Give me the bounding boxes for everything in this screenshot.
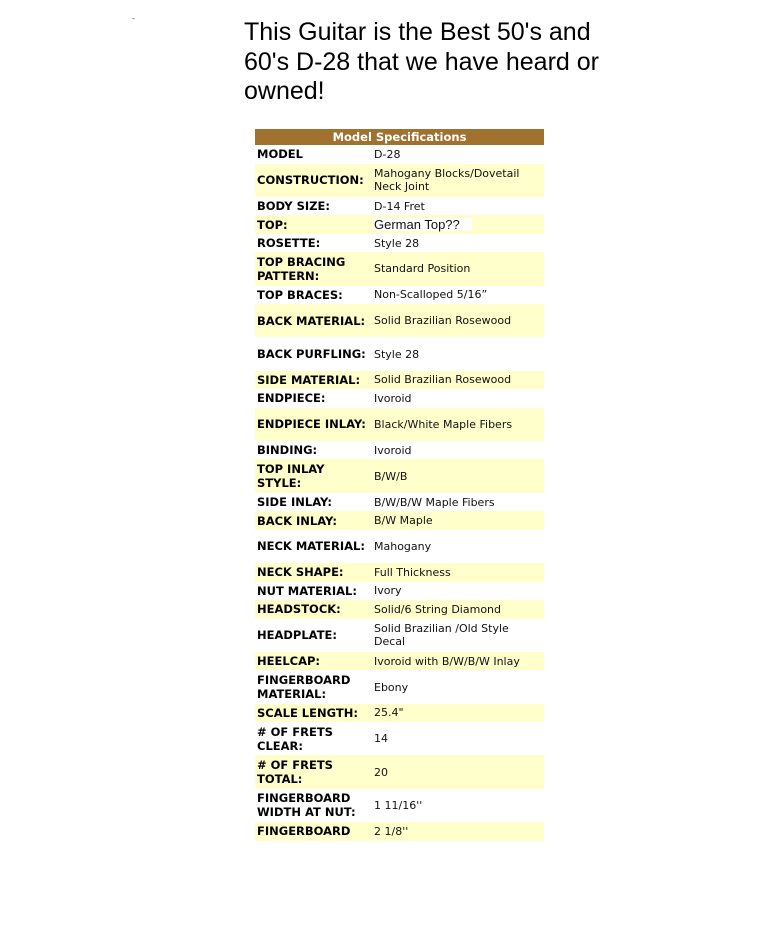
spec-row-frets-clear [255, 722, 544, 755]
spec-row-scale-length [255, 704, 544, 723]
spec-row-side-material [255, 371, 544, 390]
spec-label: HEADPLATE: [257, 628, 337, 643]
spec-value: 14 [374, 732, 388, 746]
spec-label: # OF FRETS TOTAL: [255, 755, 372, 788]
spec-value: D-28 [374, 147, 401, 161]
spec-row-endpiece-inlay [255, 408, 544, 441]
spec-label: TOP: [255, 215, 372, 234]
spec-value: Solid Brazilian Rosewood [372, 304, 544, 337]
spec-label: HEADSTOCK: [255, 600, 372, 619]
spec-label: TOP BRACES: [257, 287, 343, 302]
spec-value: Ivory [374, 584, 402, 598]
spec-label: NECK MATERIAL: [257, 539, 365, 554]
spec-row-rosette [255, 234, 544, 253]
spec-label: BACK INLAY: [255, 511, 372, 530]
spec-row-top-bracing-pattern [255, 252, 544, 285]
spec-label: BODY SIZE: [257, 199, 330, 214]
spec-row-nut-material [255, 582, 544, 601]
spec-row-model [255, 145, 544, 164]
spec-label: TOP BRACING PATTERN: [255, 252, 372, 285]
spec-label: SIDE INLAY: [257, 495, 332, 510]
spec-value [372, 215, 544, 234]
spec-value: Full Thickness [372, 563, 544, 582]
spec-label: TOP INLAY STYLE: [255, 459, 372, 492]
spec-value: Standard Position [372, 252, 544, 285]
spec-row-back-purfling [255, 337, 544, 370]
spec-label: # OF FRETS CLEAR: [257, 724, 333, 753]
spec-value: Mahogany Blocks/Dovetail Neck Joint [372, 164, 544, 197]
spec-value: Solid Brazilian /Old Style Decal [374, 622, 509, 649]
spec-label: FINGERBOARD MATERIAL: [257, 673, 351, 702]
spec-label: CONSTRUCTION: [255, 164, 372, 197]
spec-row-construction [255, 164, 544, 197]
spec-value: Black/White Maple Fibers [372, 408, 544, 441]
spec-row-endpiece [255, 389, 544, 408]
spec-label: ENDPIECE: [257, 391, 326, 406]
spec-label: FINGERBOARD WIDTH AT NUT: [257, 791, 356, 820]
spec-value: B/W Maple [372, 511, 544, 530]
spec-value: B/W/B/W Maple Fibers [374, 495, 495, 509]
spec-value: Mahogany [374, 539, 432, 553]
spec-row-body-size [255, 197, 544, 216]
spec-row-binding [255, 441, 544, 460]
spec-row-side-inlay [255, 493, 544, 512]
spec-row-fingerboard-material [255, 670, 544, 703]
table-title: Model Specifications [255, 129, 544, 145]
spec-value: D-14 Fret [374, 199, 425, 213]
spec-value: Solid Brazilian Rosewood [372, 371, 544, 390]
spec-row-neck-material [255, 530, 544, 563]
spec-row-heelcap [255, 652, 544, 671]
spec-row-back-material [255, 304, 544, 337]
spec-label: ENDPIECE INLAY: [255, 408, 372, 441]
spec-row-fingerboard [255, 822, 544, 841]
spec-label: MODEL [257, 147, 303, 162]
spec-value: Ivoroid with B/W/B/W Inlay [372, 652, 544, 671]
spec-row-neck-shape [255, 563, 544, 582]
spec-value: Ivoroid [374, 391, 412, 405]
model-specifications-table [255, 129, 544, 841]
spec-value: Style 28 [374, 347, 420, 361]
spec-value: 1 11/16'' [374, 798, 423, 812]
spec-label: BINDING: [257, 443, 318, 458]
spec-row-top-inlay-style [255, 459, 544, 492]
spec-label: NECK SHAPE: [255, 563, 372, 582]
spec-row-headplate [255, 619, 544, 652]
spec-label: NUT MATERIAL: [257, 583, 357, 598]
spec-value: Non-Scalloped 5/16” [374, 288, 488, 302]
spec-label: ROSETTE: [257, 236, 321, 251]
spec-value: Style 28 [374, 236, 420, 250]
spec-row-back-inlay [255, 511, 544, 530]
spec-label: FINGERBOARD [255, 822, 372, 841]
spec-row-headstock [255, 600, 544, 619]
spec-label: SCALE LENGTH: [255, 704, 372, 723]
stray-mark: - [132, 14, 135, 23]
spec-value-text: German Top?? [374, 218, 472, 231]
spec-row-top [255, 215, 544, 234]
spec-row-frets-total [255, 755, 544, 788]
spec-label: BACK PURFLING: [257, 347, 366, 362]
page-headline: This Guitar is the Best 50's and 60's D-28 that we have heard or owned! [244, 18, 599, 105]
spec-label: HEELCAP: [255, 652, 372, 671]
spec-label: SIDE MATERIAL: [255, 371, 372, 390]
spec-value: Ebony [374, 680, 409, 694]
spec-value: B/W/B [372, 459, 544, 492]
spec-value: Ivoroid [374, 443, 412, 457]
spec-row-fingerboard-width-at-nut [255, 789, 544, 822]
spec-row-top-braces [255, 286, 544, 305]
spec-value: Solid/6 String Diamond [372, 600, 544, 619]
spec-label: BACK MATERIAL: [255, 304, 372, 337]
spec-value: 25.4" [372, 704, 544, 723]
spec-value: 20 [372, 755, 544, 788]
spec-value: 2 1/8'' [372, 822, 544, 841]
